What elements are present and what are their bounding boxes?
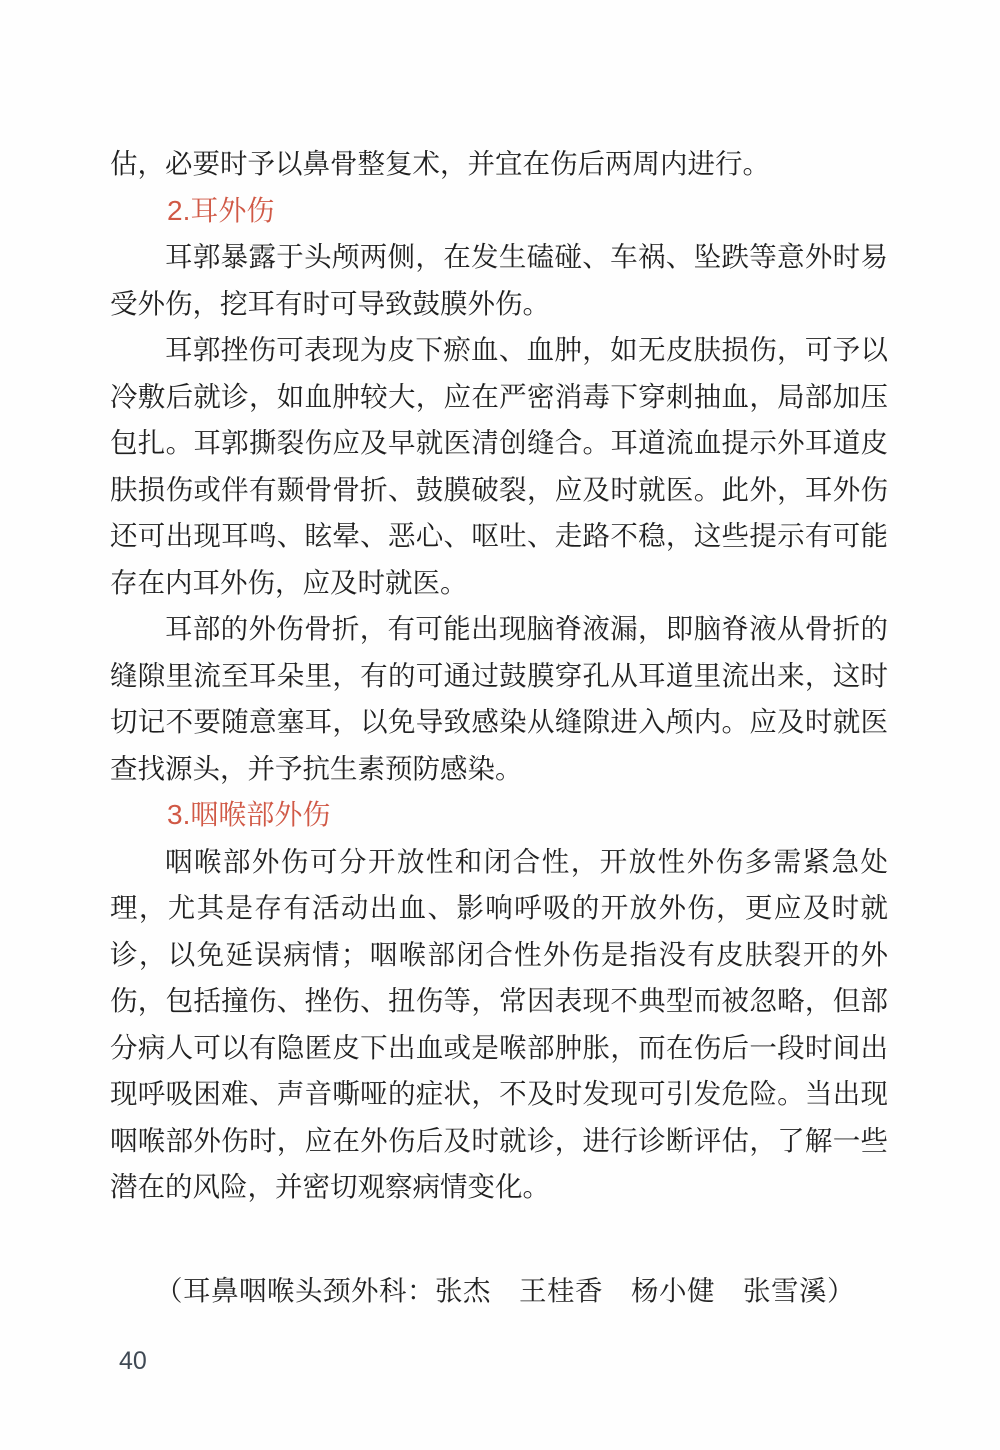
text-line: 咽喉部外伤可分开放性和闭合性，开放性外伤多需紧急处 — [165, 845, 888, 877]
text-block — [110, 141, 888, 1314]
text-line: 耳部的外伤骨折，有可能出现脑脊液漏，即脑脊液从骨折的 — [165, 613, 888, 644]
text-line: 冷敷后就诊，如血肿较大，应在严密消毒下穿刺抽血，局部加压 — [110, 380, 888, 412]
text-line: 耳郭暴露于头颅两侧，在发生磕碰、车祸、坠跌等意外时易 — [165, 241, 888, 272]
paragraph-spacer — [110, 1211, 888, 1268]
text-line: 分病人可以有隐匿皮下出血或是喉部肿胀，而在伤后一段时间出 — [110, 1031, 888, 1063]
text-line: 现呼吸困难、声音嘶哑的症状，不及时发现可引发危险。当出现 — [110, 1078, 888, 1109]
page-number: 40 — [119, 1347, 147, 1375]
text-line: 咽喉部外伤时，应在外伤后及时就诊，进行诊断评估，了解一些 — [110, 1124, 888, 1156]
text-line: 耳郭挫伤可表现为皮下瘀血、血肿，如无皮肤损伤，可予以 — [165, 334, 888, 365]
text-line: 诊，以免延误病情；咽喉部闭合性外伤是指没有皮肤裂开的外 — [110, 938, 888, 970]
text-line: 肤损伤或伴有颞骨骨折、鼓膜破裂，应及时就医。此外，耳外伤 — [110, 473, 888, 505]
authors-line: （耳鼻咽喉头颈外科：张杰 王桂香 杨小健 张雪溪） — [155, 1274, 855, 1306]
text-line: 潜在的风险，并密切观察病情变化。 — [110, 1171, 550, 1202]
text-line: 受外伤，挖耳有时可导致鼓膜外伤。 — [110, 287, 550, 319]
text-line: 包扎。耳郭撕裂伤应及早就医清创缝合。耳道流血提示外耳道皮 — [110, 427, 888, 458]
text-line: 还可出现耳鸣、眩晕、恶心、呕吐、走路不稳，这些提示有可能 — [110, 520, 888, 551]
text-line: 查找源头，并予抗生素预防感染。 — [110, 752, 523, 784]
text-line: 伤，包括撞伤、挫伤、扭伤等，常因表现不典型而被忽略，但部 — [110, 985, 888, 1016]
section-heading: 2.耳外伤 — [167, 194, 275, 226]
text-line: 估，必要时予以鼻骨整复术，并宜在伤后两周内进行。 — [110, 148, 770, 179]
text-line: 理，尤其是存有活动出血、影响呼吸的开放外伤，更应及时就 — [110, 892, 888, 923]
text-line: 缝隙里流至耳朵里，有的可通过鼓膜穿孔从耳道里流出来，这时 — [110, 659, 888, 691]
text-line: 存在内耳外伤，应及时就医。 — [110, 566, 468, 598]
section-heading: 3.咽喉部外伤 — [167, 799, 331, 830]
text-line: 切记不要随意塞耳，以免导致感染从缝隙进入颅内。应及时就医 — [110, 706, 888, 737]
